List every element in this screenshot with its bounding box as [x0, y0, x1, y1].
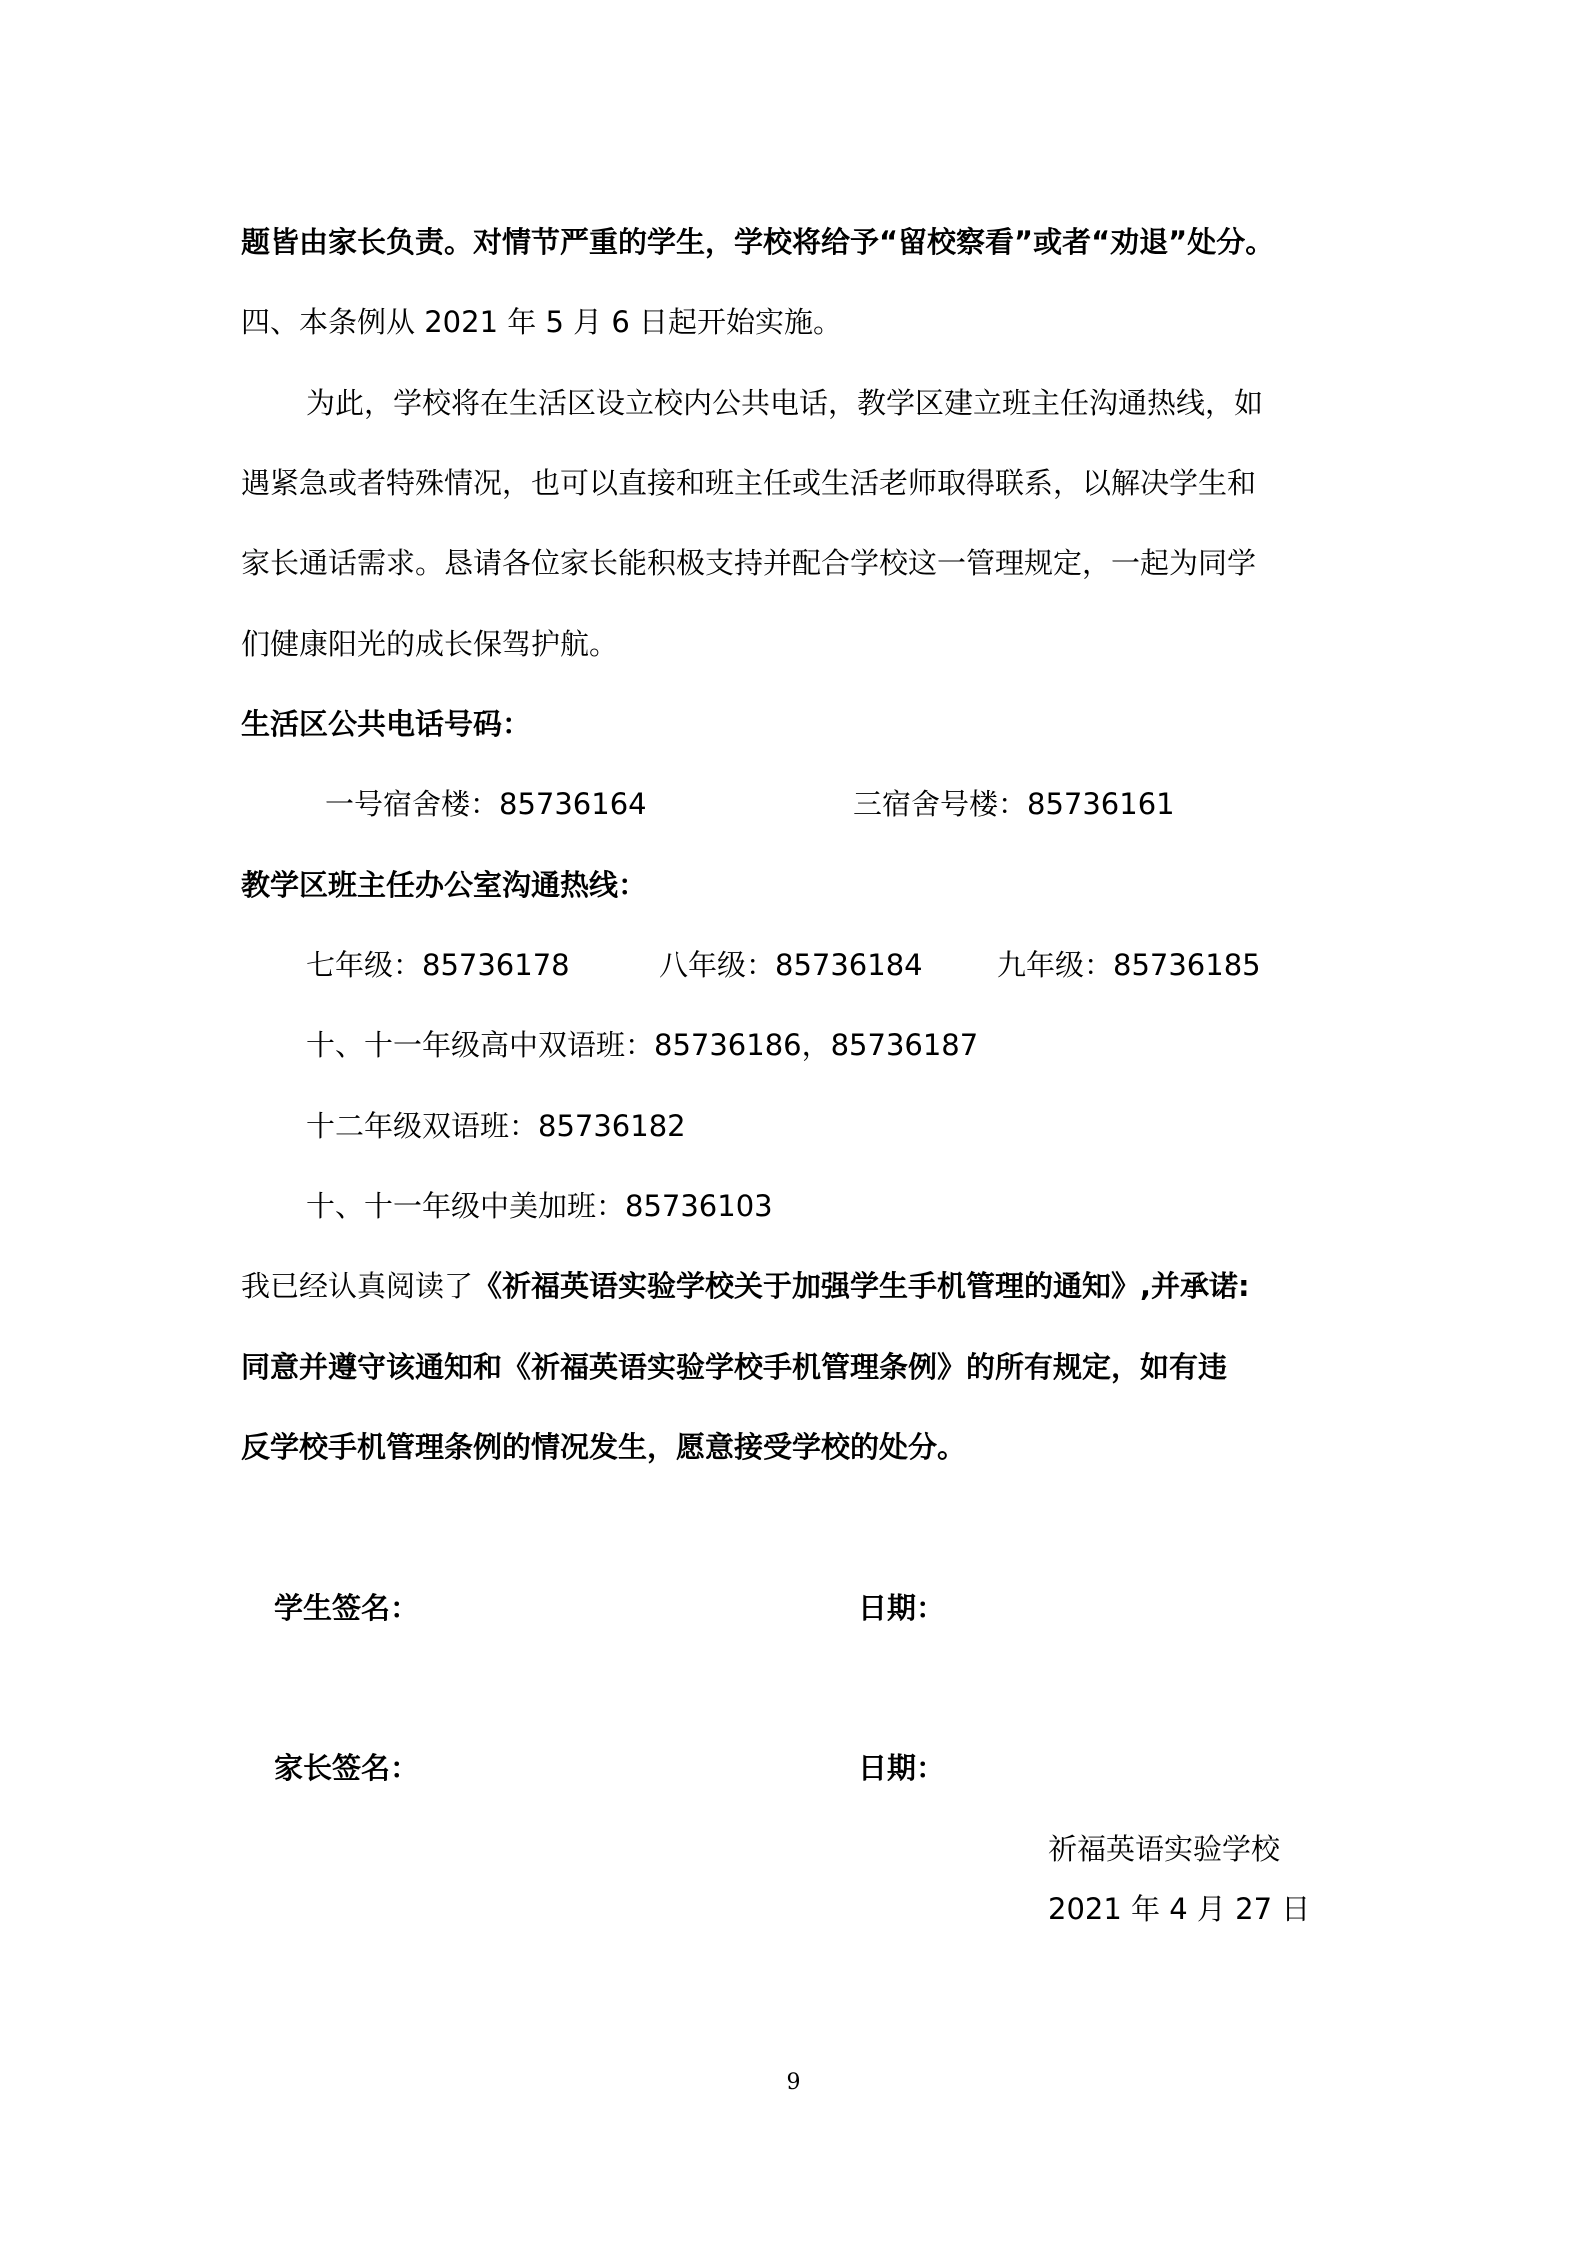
grade-12-bilingual-phone: 十二年级双语班：85736182 — [306, 1109, 686, 1143]
pledge-line-3: 反学校手机管理条例的情况发生，愿意接受学校的处分。 — [241, 1430, 967, 1464]
page-number: 9 — [786, 2070, 801, 2095]
grade-10-11-bilingual-phone: 十、十一年级高中双语班：85736186，85736187 — [306, 1028, 979, 1062]
article-four: 四、本条例从 2021 年 5 月 6 日起开始实施。 — [241, 305, 843, 339]
paragraph-line-2: 遇紧急或者特殊情况，也可以直接和班主任或生活老师取得联系，以解决学生和 — [241, 466, 1257, 500]
grade-8-phone: 八年级：85736184 — [659, 948, 923, 982]
living-area-heading: 生活区公共电话号码： — [241, 707, 532, 741]
building-3-phone: 三宿舍号楼：85736161 — [853, 787, 1175, 821]
grade-9-phone: 九年级：85736185 — [997, 948, 1261, 982]
grade-10-11-sino-us-phone: 十、十一年级中美加班：85736103 — [306, 1189, 773, 1223]
paragraph-line-1: 为此，学校将在生活区设立校内公共电话，教学区建立班主任沟通热线，如 — [306, 386, 1264, 420]
pledge-line-2: 同意并遵守该通知和《祈福英语实验学校手机管理条例》的所有规定，如有违 — [241, 1350, 1228, 1384]
student-date-label: 日期： — [858, 1591, 946, 1625]
pledge-line-1-bold: 《祈福英语实验学校关于加强学生手机管理的通知》,并承诺: — [473, 1269, 1250, 1303]
grade-7-phone: 七年级：85736178 — [306, 948, 570, 982]
paragraph-line-4: 们健康阳光的成长保驾护航。 — [241, 627, 619, 661]
student-signature-label: 学生签名： — [274, 1591, 420, 1625]
parent-date-label: 日期： — [858, 1751, 946, 1785]
issuer-date: 2021 年 4 月 27 日 — [1048, 1892, 1311, 1926]
building-1-phone: 一号宿舍楼：85736164 — [325, 787, 647, 821]
teaching-area-heading: 教学区班主任办公室沟通热线： — [241, 868, 648, 902]
paragraph-line-3: 家长通话需求。恳请各位家长能积极支持并配合学校这一管理规定，一起为同学 — [241, 546, 1257, 580]
issuer-school-name: 祈福英语实验学校 — [1048, 1832, 1281, 1866]
pledge-line-1-normal: 我已经认真阅读了 — [241, 1269, 474, 1303]
parent-signature-label: 家长签名： — [274, 1751, 420, 1785]
pledge-line-1 — [241, 1266, 1250, 1306]
continuation-line: 题皆由家长负责。对情节严重的学生，学校将给予“留校察看”或者“劝退”处分。 — [241, 225, 1275, 259]
